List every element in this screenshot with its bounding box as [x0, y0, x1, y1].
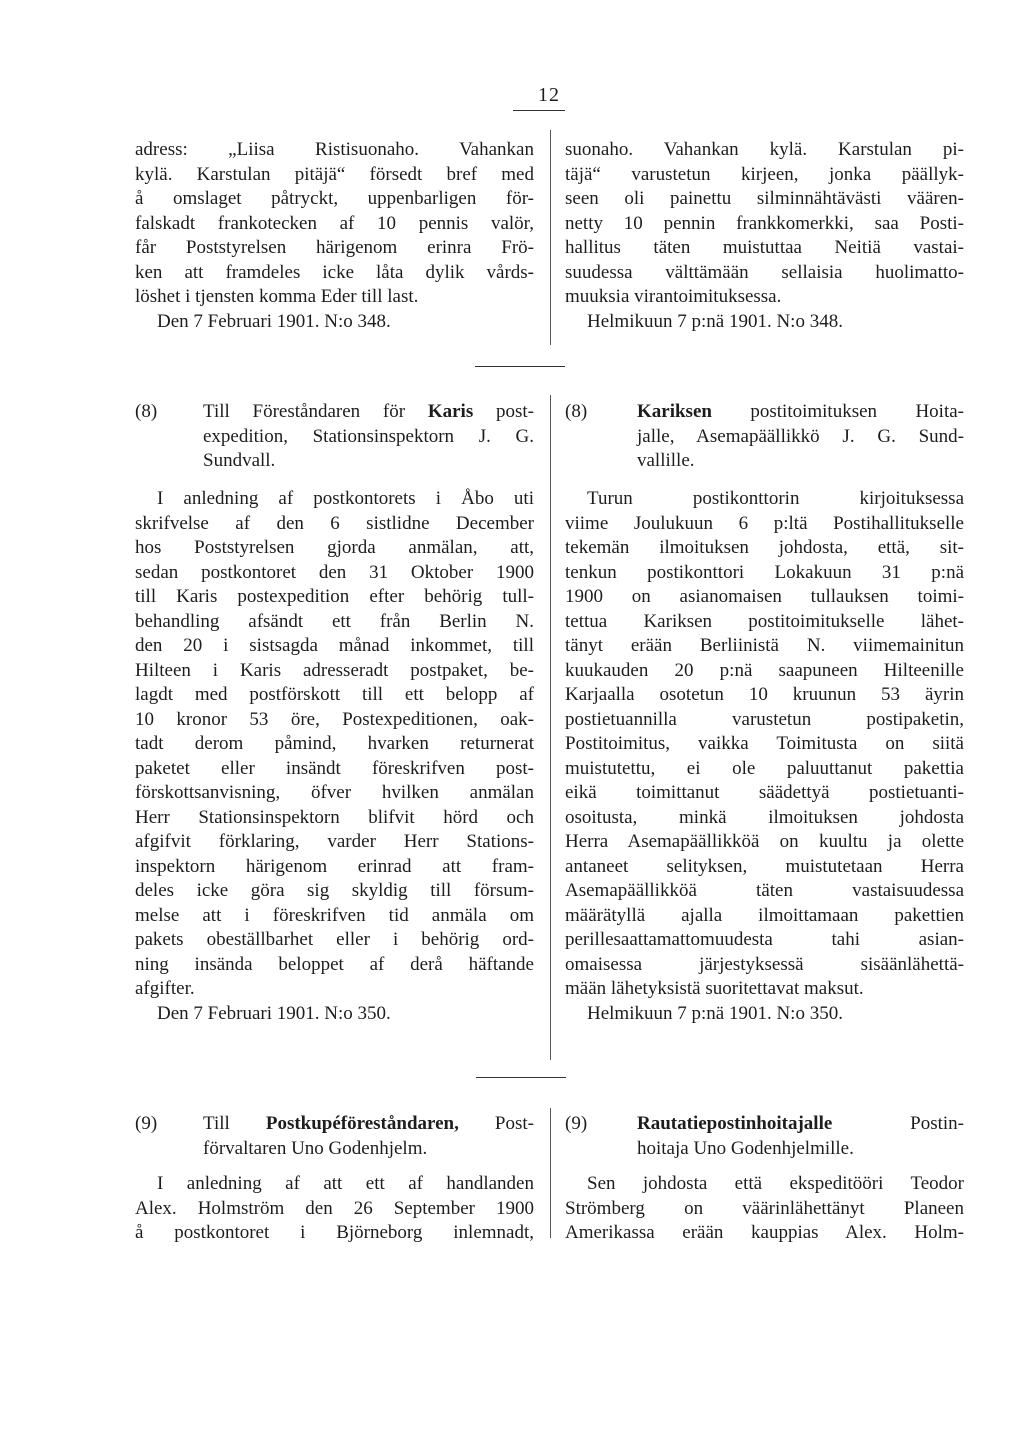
text-line: täjä“ varustetun kirjeen, jonka päällyk-: [565, 163, 964, 185]
text-line: lagdt med postförskott till ett belopp af: [135, 684, 534, 705]
text-line: paketet eller insändt föreskrifven post-: [135, 757, 534, 779]
text-line: tettua Kariksen postitoimitukselle lähet-: [565, 610, 964, 632]
section-9-left-heading: [135, 1112, 534, 1167]
heading-prefix: Till Föreståndaren för: [203, 401, 428, 422]
section-9-right-body: [565, 1172, 964, 1246]
text-line: mään lähetyksistä suoritettavat maksut.: [565, 978, 864, 999]
text-line: Postitoimitus, vaikka Toimitusta on siitä: [565, 733, 964, 754]
text-line: till Karis postexpedition efter behörig tull-: [135, 586, 534, 607]
text-line: Herra Asemapäällikköä on kuultu ja olette: [565, 831, 964, 852]
text-line: netty 10 pennin frankkomerkki, saa Posti-: [565, 212, 964, 234]
text-line: den 20 i sistsagda månad inkommet, till: [135, 635, 534, 656]
text-line: tadt derom påmind, hvarken returnerat: [135, 733, 534, 754]
section-9-right-heading: [565, 1112, 964, 1167]
signoff-date: Den 7 Februari 1901. N:o 348.: [157, 310, 391, 332]
text-line: seen oli painettu silminnähtävästi väären-: [565, 188, 964, 209]
text-line: å omslaget påtryckt, uppenbarligen för-: [135, 188, 534, 209]
text-line: antaneet selityksen, muistutetaan Herra: [565, 855, 964, 877]
text-line: å postkontoret i Björneborg inlemnadt,: [135, 1222, 534, 1243]
heading-place-name: Karis: [427, 401, 474, 422]
section-number: (8): [565, 401, 588, 422]
heading-suffix: Post-: [458, 1113, 534, 1134]
text-line: Strömberg on väärinlähettänyt Planeen: [565, 1197, 964, 1219]
text-line: 1900 on asianomaisen tullauksen toimi-: [565, 586, 964, 607]
text-line: muuksia virantoimituksessa.: [565, 286, 782, 307]
section-number: (9): [565, 1113, 588, 1134]
text-line: suonaho. Vahankan kylä. Karstulan pi-: [565, 139, 964, 160]
text-line: Turun postikonttorin kirjoituksessa: [587, 488, 964, 509]
text-line: hallitus täten muistuttaa Neitiä vastai-: [565, 237, 964, 258]
text-line: förskottsanvisning, öfver hvilken anmälan: [135, 782, 534, 803]
heading-line: Sundvall.: [203, 450, 276, 471]
text-line: kuukauden 20 p:nä saapuneen Hilteenille: [565, 659, 964, 681]
text-line: viime Joulukuun 6 p:ltä Postihallitukselle: [565, 512, 964, 534]
text-line: ken att framdeles icke låta dylik vårds-: [135, 261, 534, 283]
text-line: melse att i föreskrifven tid anmäla om: [135, 904, 534, 926]
text-line: behandling afsändt ett från Berlin N.: [135, 610, 534, 632]
heading-line: förvaltaren Uno Godenhjelm.: [203, 1137, 428, 1159]
text-line: inspektorn härigenom erinrad att fram-: [135, 855, 534, 877]
section-8-left-heading: [135, 400, 534, 480]
text-line: I anledning af postkontorets i Åbo uti: [157, 488, 534, 509]
text-line: deles icke göra sig skyldig till försum-: [135, 880, 534, 901]
text-line: tenkun postikonttori Lokakuun 31 p:nä: [565, 561, 964, 583]
text-line: får Poststyrelsen härigenom erinra Frö-: [135, 237, 534, 258]
text-line: omaisessa järjestyksessä sisäänlähettä-: [565, 953, 964, 975]
heading-line: expedition, Stationsinspektorn J. G.: [203, 425, 534, 447]
column-divider: [550, 130, 551, 345]
heading-place-name: Kariksen: [637, 401, 712, 422]
signoff-date: Helmikuun 7 p:nä 1901. N:o 350.: [587, 1002, 843, 1024]
text-line: määrätyllä ajalla ilmoittamaan pakettien: [565, 904, 964, 926]
text-line: Alex. Holmström den 26 September 1900: [135, 1197, 534, 1219]
text-line: Hilteen i Karis adresseradt postpaket, be-: [135, 659, 534, 681]
text-line: pakets obeställbarhet eller i behörig ord-: [135, 929, 534, 950]
text-line: postietuannilla varustetun postipaketin,: [565, 708, 964, 730]
text-line: Karjaalla osotetun 10 kruunun 53 äyrin: [565, 684, 964, 705]
text-line: afgifvit förklaring, varder Herr Stations-: [135, 831, 534, 852]
text-line: afgifter.: [135, 978, 195, 999]
text-line: 10 kronor 53 öre, Postexpeditionen, oak-: [135, 708, 534, 730]
section-separator: [476, 1077, 566, 1078]
text-line: Amerikassa erään kauppias Alex. Holm-: [565, 1222, 964, 1243]
heading-title: Postkupéföreståndaren,: [265, 1113, 459, 1134]
text-line: Sen johdosta että ekspeditööri Teodor: [587, 1173, 964, 1194]
column-divider: [550, 395, 551, 1060]
text-line: kylä. Karstulan pitäjä“ försedt bref med: [135, 163, 534, 185]
section-7-left-text: [135, 138, 534, 334]
section-8-right-body: [565, 487, 964, 1026]
signoff-date: Den 7 Februari 1901. N:o 350.: [157, 1002, 391, 1024]
text-line: falskadt frankotecken af 10 pennis valör,: [135, 212, 534, 234]
heading-suffix: postitoimituksen Hoita-: [711, 401, 964, 422]
section-number: (9): [135, 1113, 158, 1134]
text-line: tekemän ilmoituksen johdosta, että, sit-: [565, 537, 964, 558]
page-number: 12: [538, 84, 560, 106]
section-9-left-body: [135, 1172, 534, 1246]
heading-suffix: post-: [473, 401, 534, 422]
text-line: I anledning af att ett af handlanden: [157, 1173, 534, 1194]
text-line: ning insända beloppet af derå häftande: [135, 953, 534, 975]
heading-line: hoitaja Uno Godenhjelmille.: [637, 1137, 854, 1159]
text-line: Herr Stationsinspektorn blifvit hörd och: [135, 806, 534, 828]
heading-title: Rautatiepostinhoitajalle: [637, 1113, 833, 1134]
signoff-date: Helmikuun 7 p:nä 1901. N:o 348.: [587, 310, 843, 332]
text-line: suudessa välttämään sellaisia huolimatto-: [565, 261, 964, 283]
text-line: Asemapäällikköä täten vastaisuudessa: [565, 880, 964, 901]
heading-suffix: Postin-: [832, 1113, 964, 1134]
text-line: löshet i tjensten komma Eder till last.: [135, 286, 419, 307]
section-8-left-body: [135, 487, 534, 1026]
text-line: tänyt erään Berliinistä N. viimemainitun: [565, 635, 964, 656]
section-7-right-text: [565, 138, 964, 334]
text-line: skrifvelse af den 6 sistlidne December: [135, 512, 534, 534]
section-8-right-heading: [565, 400, 964, 480]
text-line: osoitusta, minkä ilmoituksen johdosta: [565, 806, 964, 828]
column-divider: [550, 1108, 551, 1238]
text-line: perillesaattamattomuudesta tahi asian-: [565, 929, 964, 950]
heading-line: jalle, Asemapäällikkö J. G. Sund-: [637, 425, 964, 447]
section-separator: [475, 366, 565, 367]
text-line: eikä toimittanut säädettyä postietuanti-: [565, 782, 964, 803]
text-line: adress: „Liisa Ristisuonaho. Vahankan: [135, 139, 534, 160]
text-line: sedan postkontoret den 31 Oktober 1900: [135, 561, 534, 583]
section-number: (8): [135, 401, 158, 422]
heading-line: vallille.: [637, 450, 695, 471]
text-line: hos Poststyrelsen gjorda anmälan, att,: [135, 537, 534, 558]
page-number-rule: [513, 110, 565, 111]
heading-prefix: Till: [203, 1113, 266, 1134]
text-line: muistutettu, ei ole paluuttanut pakettia: [565, 757, 964, 779]
